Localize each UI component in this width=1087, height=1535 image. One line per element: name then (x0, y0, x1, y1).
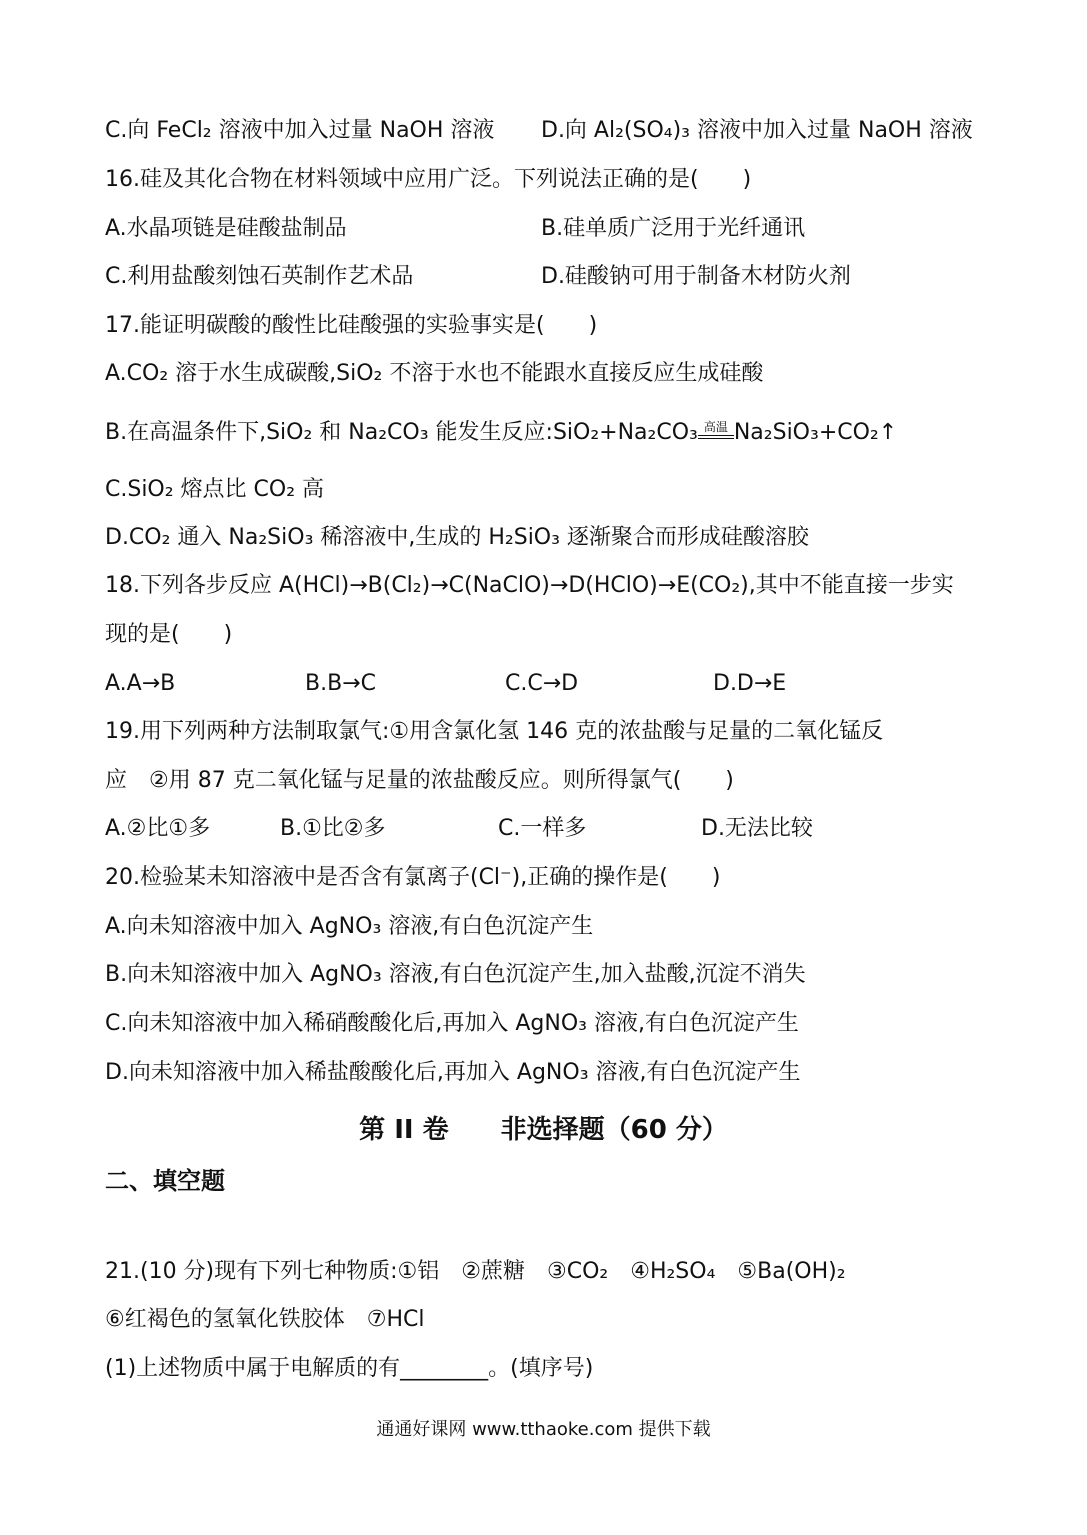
question-17: 17.能证明碳酸的酸性比硅酸强的实验事实是( ) (105, 313, 598, 338)
option-18d: D.D→E (713, 671, 787, 696)
question-18-continued: 现的是( ) (105, 622, 233, 647)
option-16c: C.利用盐酸刻蚀石英制作艺术品 (105, 264, 414, 289)
question-21-continued: ⑥红褐色的氢氧化铁胶体 ⑦HCl (105, 1307, 425, 1332)
option-19d: D.无法比较 (701, 816, 813, 841)
option-20c: C.向未知溶液中加入稀硝酸酸化后,再加入 AgNO₃ 溶液,有白色沉淀产生 (105, 1011, 799, 1036)
part-2-heading: 第 II 卷 非选择题（60 分） (359, 1115, 728, 1145)
option-17a: A.CO₂ 溶于水生成碳酸,SiO₂ 不溶于水也不能跟水直接反应生成硅酸 (105, 361, 764, 386)
option-19a: A.②比①多 (105, 816, 211, 841)
option-17b-text: B.在高温条件下,SiO₂ 和 Na₂CO₃ 能发生反应:SiO₂+Na₂CO₃ (105, 420, 698, 445)
question-16: 16.硅及其化合物在材料领域中应用广泛。下列说法正确的是( ) (105, 167, 752, 192)
option-20b: B.向未知溶液中加入 AgNO₃ 溶液,有白色沉淀产生,加入盐酸,沉淀不消失 (105, 962, 806, 987)
option-18a: A.A→B (105, 671, 176, 696)
question-21: 21.(10 分)现有下列七种物质:①铝 ②蔗糖 ③CO₂ ④H₂SO₄ ⑤Ba(OH)₂ (105, 1259, 846, 1284)
option-16b: B.硅单质广泛用于光纤通讯 (541, 216, 806, 241)
option-17b (105, 418, 1047, 448)
question-18: 18.下列各步反应 A(HCl)→B(Cl₂)→C(NaClO)→D(HClO)→E(CO₂),其中不能直接一步实 (105, 573, 954, 598)
option-15d: D.向 Al₂(SO₄)₃ 溶液中加入过量 NaOH 溶液 (541, 118, 973, 143)
question-20: 20.检验某未知溶液中是否含有氯离子(Cl⁻),正确的操作是( ) (105, 865, 721, 890)
section-heading-fill-in: 二、填空题 (105, 1167, 225, 1195)
page-footer: 通通好课网 www.tthaoke.com 提供下载 (376, 1419, 711, 1440)
question-19-continued: 应 ②用 87 克二氧化锰与足量的浓盐酸反应。则所得氯气( ) (105, 768, 734, 793)
option-17b-products: Na₂SiO₃+CO₂↑ (733, 420, 898, 445)
question-19: 19.用下列两种方法制取氯气:①用含氯化氢 146 克的浓盐酸与足量的二氧化锰反 (105, 719, 884, 744)
option-18b: B.B→C (305, 671, 376, 696)
option-17c: C.SiO₂ 熔点比 CO₂ 高 (105, 477, 325, 502)
option-18c: C.C→D (505, 671, 579, 696)
option-15c: C.向 FeCl₂ 溶液中加入过量 NaOH 溶液 (105, 118, 495, 143)
option-20a: A.向未知溶液中加入 AgNO₃ 溶液,有白色沉淀产生 (105, 914, 594, 939)
option-16d: D.硅酸钠可用于制备木材防火剂 (541, 264, 851, 289)
option-19c: C.一样多 (498, 816, 587, 841)
option-16a: A.水晶项链是硅酸盐制品 (105, 216, 347, 241)
reaction-condition (698, 420, 734, 439)
option-19b: B.①比②多 (280, 816, 386, 841)
reaction-condition-label: 高温 (703, 420, 728, 434)
option-20d: D.向未知溶液中加入稀盐酸酸化后,再加入 AgNO₃ 溶液,有白色沉淀产生 (105, 1060, 801, 1085)
option-17d: D.CO₂ 通入 Na₂SiO₃ 稀溶液中,生成的 H₂SiO₃ 逐渐聚合而形成硅酸溶胶 (105, 525, 809, 550)
reaction-equals-sign (698, 435, 734, 439)
question-21-part-1: (1)上述物质中属于电解质的有________。(填序号) (105, 1356, 594, 1381)
